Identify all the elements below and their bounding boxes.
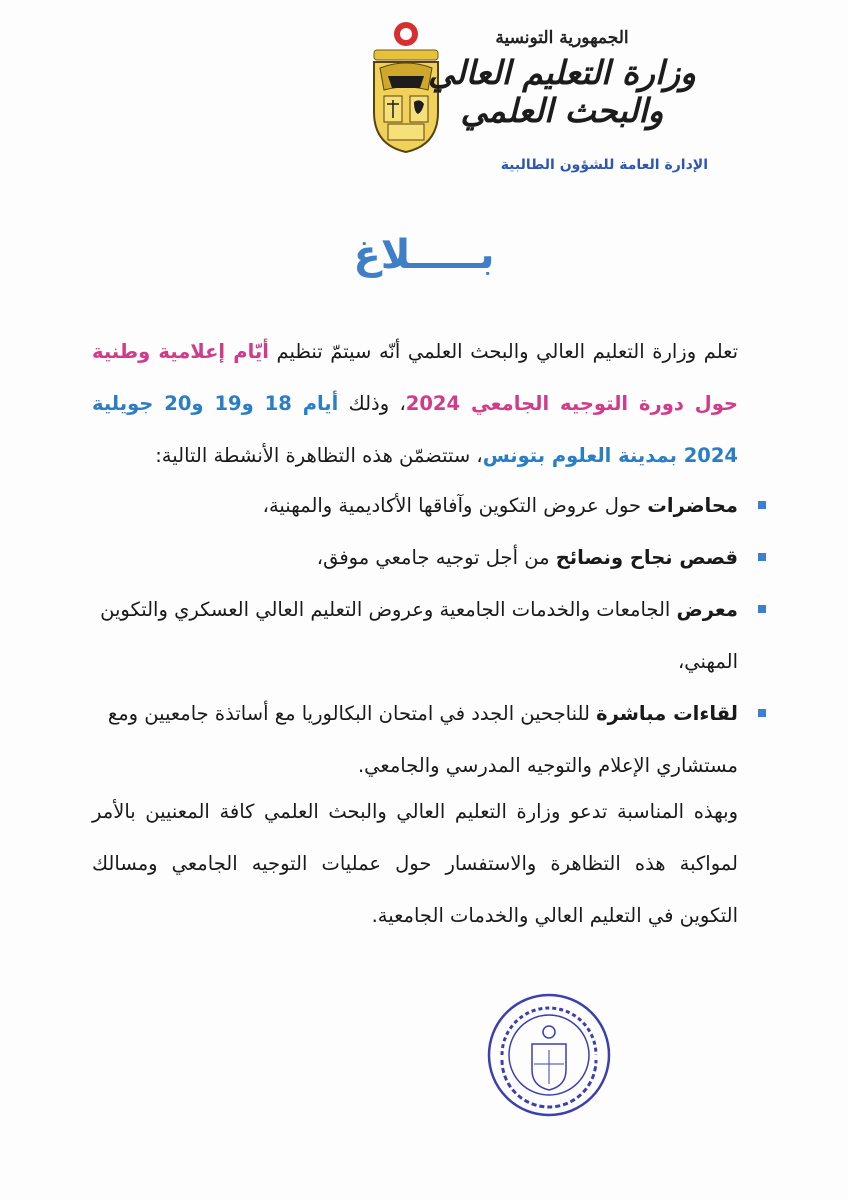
ministry-seal-stamp bbox=[484, 990, 614, 1120]
list-item bbox=[92, 480, 738, 532]
square-bullet-icon bbox=[758, 501, 766, 509]
activity-text: حول عروض التكوين وآفاقها الأكاديمية والمهنية، bbox=[262, 494, 648, 517]
activity-bold-label: محاضرات bbox=[647, 494, 738, 517]
event-date-place-highlight: أيام 18 و19 و20 جويلية 2024 بمدينة العلوم بتونس bbox=[92, 392, 738, 467]
activities-list bbox=[92, 480, 738, 792]
ministry-header bbox=[412, 28, 712, 130]
activity-bold-label: لقاءات مباشرة bbox=[596, 702, 738, 725]
intro-text-1: تعلم وزارة التعليم العالي والبحث العلمي أنّه سيتمّ تنظيم bbox=[268, 340, 738, 363]
republic-name: الجمهورية التونسية bbox=[495, 28, 629, 48]
intro-text-2: ، وذلك bbox=[338, 392, 406, 415]
ministry-name-line2: والبحث العلمي bbox=[460, 91, 664, 130]
ministry-name-line1: وزارة التعليم العالي bbox=[428, 53, 696, 92]
intro-text-3: ، ستتضمّن هذه التظاهرة الأنشطة التالية: bbox=[155, 444, 483, 467]
list-item bbox=[92, 584, 738, 688]
directorate-name: الإدارة العامة للشؤون الطالبية bbox=[500, 157, 708, 173]
activity-text: من أجل توجيه جامعي موفق، bbox=[316, 546, 556, 569]
announcement-title: بـــــلاغ bbox=[353, 232, 495, 278]
activity-bold-label: معرض bbox=[676, 598, 738, 621]
activity-text: الجامعات والخدمات الجامعية وعروض التعليم العالي العسكري والتكوين المهني، bbox=[100, 598, 738, 673]
event-name-highlight: أيّام إعلامية وطنية حول دورة التوجيه الجامعي 2024 bbox=[92, 340, 738, 415]
list-item bbox=[92, 532, 738, 584]
activity-bold-label: قصص نجاح ونصائح bbox=[555, 546, 738, 569]
activity-text: للناجحين الجدد في امتحان البكالوريا مع أساتذة جامعيين ومع مستشاري الإعلام والتوجيه المدرسي والجامعي. bbox=[107, 702, 738, 777]
list-item bbox=[92, 688, 738, 792]
intro-paragraph bbox=[92, 326, 738, 482]
square-bullet-icon bbox=[758, 553, 766, 561]
square-bullet-icon bbox=[758, 709, 766, 717]
closing-paragraph: وبهذه المناسبة تدعو وزارة التعليم العالي والبحث العلمي كافة المعنيين بالأمر لمواكبة هذه التظاهرة والاستفسار حول عمليات التوجيه الجامعي ومسالك التكوين في التعليم العالي والخدمات الجامعية. bbox=[92, 800, 738, 927]
square-bullet-icon bbox=[758, 605, 766, 613]
